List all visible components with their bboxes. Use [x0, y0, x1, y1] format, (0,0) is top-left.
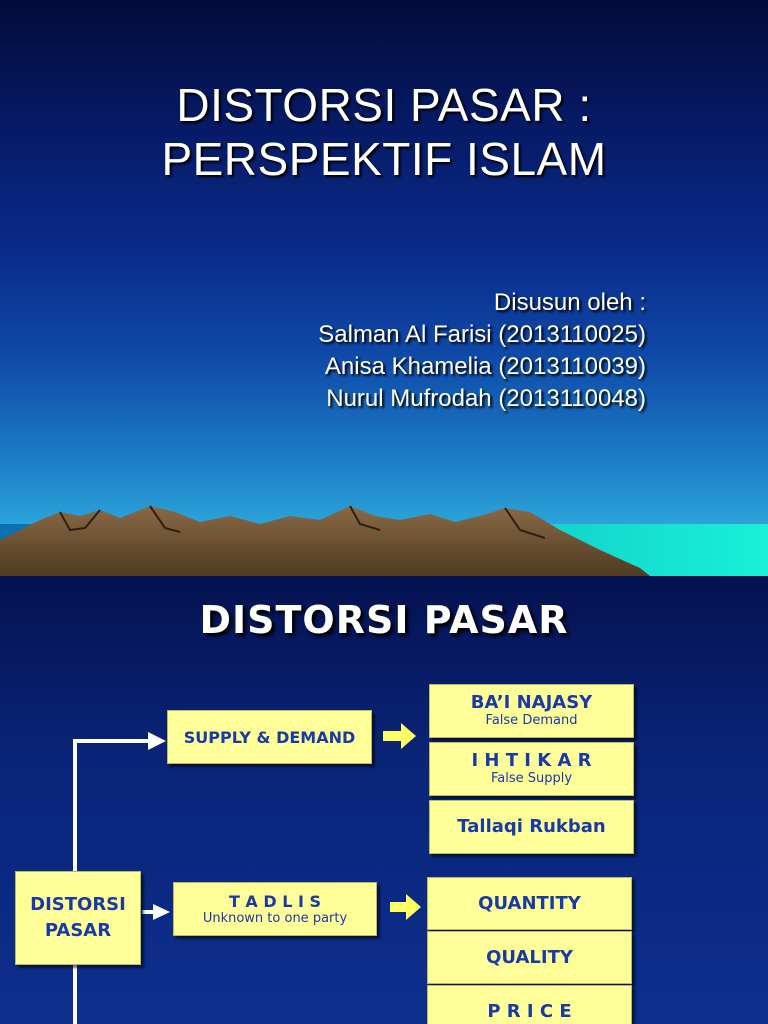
- author-2: Anisa Khamelia (2013110039): [324, 353, 646, 380]
- bai-najasy-sub: False Demand: [485, 713, 578, 728]
- supply-demand-label: SUPPLY & DEMAND: [183, 727, 356, 747]
- slide-title: [0, 78, 768, 186]
- quantity-box: [427, 877, 632, 930]
- quantity-label: QUANTITY: [478, 892, 581, 914]
- tadlis-label: T A D L I S: [228, 891, 322, 911]
- distorsi-pasar-slide: [0, 576, 768, 1024]
- tallaqi-rukban-label: Tallaqi Rukban: [457, 816, 606, 837]
- author-1: Salman Al Farisi (2013110025): [318, 321, 646, 348]
- bai-najasy-label: BA’I NAJASY: [470, 692, 593, 713]
- price-box: [427, 985, 632, 1024]
- ihtikar-box: [429, 742, 634, 796]
- tadlis-sub: Unknown to one party: [202, 910, 348, 926]
- title-line-1: DISTORSI PASAR :: [176, 79, 592, 131]
- arrowhead-tadlis: [153, 904, 170, 920]
- quality-box: [427, 931, 632, 984]
- yellow-arrow-supply: [383, 723, 416, 749]
- mountain-landscape-illustration: [0, 420, 768, 576]
- distorsi-pasar-box: [15, 871, 141, 965]
- arrowhead-supply: [148, 732, 166, 750]
- slide-title: DISTORSI PASAR: [199, 598, 569, 642]
- supply-demand-box: [167, 710, 372, 764]
- quality-label: QUALITY: [486, 946, 573, 968]
- title-line-2: PERSPEKTIF ISLAM: [161, 133, 607, 185]
- authors-heading: Disusun oleh :: [493, 289, 646, 316]
- tallaqi-rukban-box: [429, 800, 634, 854]
- tadlis-box: [173, 882, 377, 936]
- author-3: Nurul Mufrodah (2013110048): [326, 385, 646, 412]
- authors-block: [318, 287, 646, 415]
- ihtikar-sub: False Supply: [490, 771, 573, 786]
- ihtikar-label: I H T I K A R: [471, 750, 592, 771]
- price-label: P R I C E: [487, 1000, 572, 1022]
- bai-najasy-box: [429, 684, 634, 738]
- root-line-2: PASAR: [44, 920, 112, 941]
- yellow-arrow-tadlis: [390, 894, 421, 920]
- root-line-1: DISTORSI: [30, 894, 126, 915]
